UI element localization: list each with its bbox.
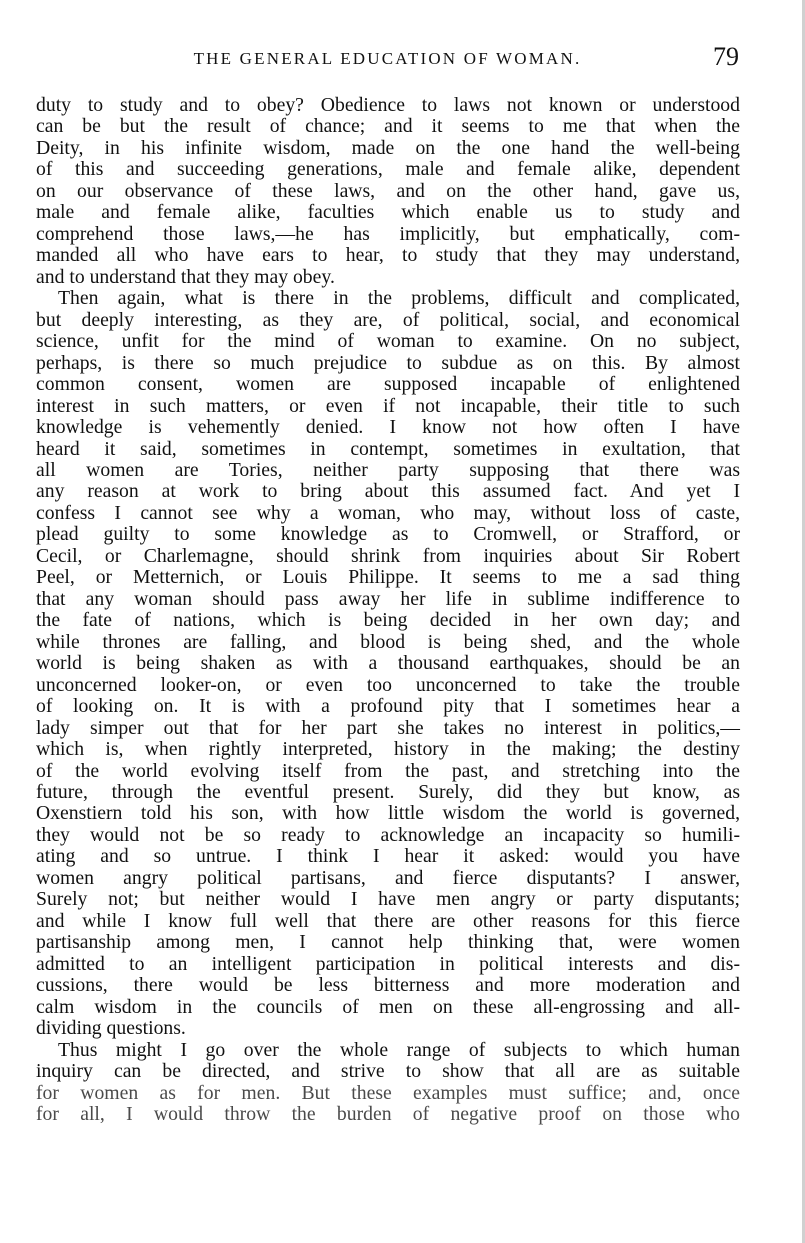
- text-line: of the world evolving itself from the past, and stretching into the: [36, 759, 740, 782]
- text-line: heard it said, sometimes in contempt, sometimes in exultation, that: [36, 437, 740, 460]
- text-line: comprehend those laws,—he has implicitly, but emphatically, com-: [36, 222, 740, 245]
- text-line: perhaps, is there so much prejudice to subdue as on this. By almost: [36, 351, 740, 374]
- text-line: Surely not; but neither would I have men angry or party disputants;: [36, 888, 740, 911]
- text-line: and while I know full well that there are other reasons for this fierce: [36, 909, 740, 932]
- text-line: duty to study and to obey? Obedience to laws not known or understood: [36, 94, 740, 116]
- text-line: dividing questions.: [36, 1017, 186, 1040]
- text-line: Deity, in his infinite wisdom, made on the one hand the well-being: [36, 136, 740, 159]
- paragraph-first-line: Thus might I go over the whole range of subjects to which human: [58, 1038, 740, 1061]
- text-line: but deeply interesting, as they are, of political, social, and economical: [36, 308, 740, 331]
- text-line: calm wisdom in the councils of men on these all-engrossing and all-: [36, 995, 740, 1018]
- text-line: science, unfit for the mind of woman to examine. On no subject,: [36, 330, 740, 353]
- text-line: manded all who have ears to hear, to study that they may understand,: [36, 244, 740, 267]
- text-line: for all, I would throw the burden of negative proof on those who: [36, 1103, 740, 1126]
- text-line: Cecil, or Charlemagne, should shrink from inquiries about Sir Robert: [36, 544, 740, 567]
- text-line: interest in such matters, or even if not incapable, their title to such: [36, 394, 740, 417]
- text-line: male and female alike, faculties which enable us to study and: [36, 201, 740, 224]
- running-header: [36, 42, 739, 76]
- text-line: they would not be so ready to acknowledge an incapacity so humili-: [36, 823, 740, 846]
- text-line: common consent, women are supposed incapable of enlightened: [36, 373, 740, 396]
- text-line: Peel, or Metternich, or Louis Philippe. It seems to me a sad thing: [36, 566, 740, 589]
- text-line: of looking on. It is with a profound pity that I sometimes hear a: [36, 695, 740, 718]
- page-number: 79: [713, 42, 739, 71]
- text-line: knowledge is vehemently denied. I know not how often I have: [36, 416, 740, 439]
- text-line: and to understand that they may obey.: [36, 265, 335, 288]
- text-line: inquiry can be directed, and strive to show that all are as suitable: [36, 1060, 740, 1083]
- paragraph-first-line: Then again, what is there in the problems, difficult and complicated,: [58, 287, 740, 310]
- text-line: on our observance of these laws, and on the other hand, gave us,: [36, 179, 740, 202]
- text-line: ating and so untrue. I think I hear it asked: would you have: [36, 845, 740, 868]
- text-line: for women as for men. But these examples must suffice; and, once: [36, 1081, 740, 1104]
- text-line: Oxenstiern told his son, with how little wisdom the world is governed,: [36, 802, 740, 825]
- running-title: THE GENERAL EDUCATION OF WOMAN.: [193, 49, 582, 68]
- text-line: which is, when rightly interpreted, history in the making; the destiny: [36, 738, 740, 761]
- text-line: unconcerned looker-on, or even too unconcerned to take the trouble: [36, 673, 740, 696]
- body-text: [36, 95, 740, 1126]
- text-line: any reason at work to bring about this assumed fact. And yet I: [36, 480, 740, 503]
- text-line: partisanship among men, I cannot help thinking that, were women: [36, 931, 740, 954]
- text-line: confess I cannot see why a woman, who may, without loss of caste,: [36, 501, 740, 524]
- text-line: women angry political partisans, and fierce disputants? I answer,: [36, 866, 740, 889]
- text-line: that any woman should pass away her life in sublime indifference to: [36, 587, 740, 610]
- text-line: world is being shaken as with a thousand earthquakes, should be an: [36, 652, 740, 675]
- text-line: of this and succeeding generations, male and female alike, dependent: [36, 158, 740, 181]
- text-line: future, through the eventful present. Surely, did they but know, as: [36, 781, 740, 803]
- text-line: while thrones are falling, and blood is being shed, and the whole: [36, 630, 740, 653]
- text-line: cussions, there would be less bitterness and more moderation and: [36, 974, 740, 997]
- text-line: all women are Tories, neither party supposing that there was: [36, 458, 740, 481]
- text-line: plead guilty to some knowledge as to Cromwell, or Strafford, or: [36, 523, 740, 546]
- text-line: the fate of nations, which is being decided in her own day; and: [36, 609, 740, 632]
- text-line: lady simper out that for her part she takes no interest in politics,—: [36, 716, 740, 739]
- text-line: admitted to an intelligent participation in political interests and dis-: [36, 952, 740, 975]
- text-line: can be but the result of chance; and it seems to me that when the: [36, 115, 740, 138]
